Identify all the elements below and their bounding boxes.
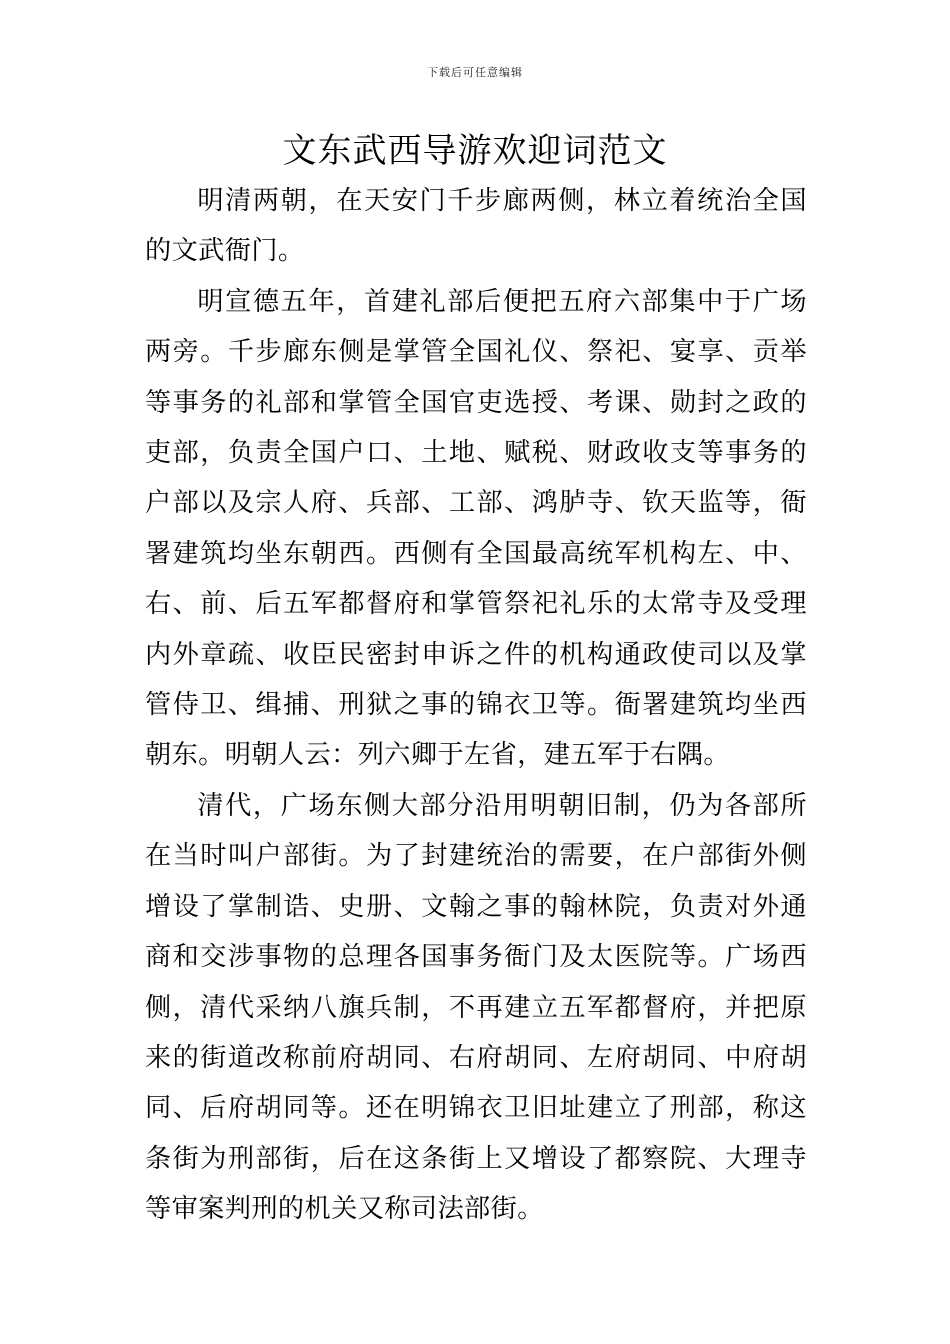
document-body [145, 176, 807, 1235]
paragraph-2: 明宣德五年，首建礼部后便把五府六部集中于广场两旁。千步廊东侧是掌管全国礼仪、祭祀、宴享、贡举等事务的礼部和掌管全国官吏选授、考课、勋封之政的吏部，负责全国户口、土地、赋税、财政收支等事务的户部以及宗人府、兵部、工部、鸿胪寺、钦天监等，衙署建筑均坐东朝西。西侧有全国最高统军机构左、中、右、前、后五军都督府和掌管祭祀礼乐的太常寺及受理内外章疏、收臣民密封申诉之件的机构通政使司以及掌管侍卫、缉捕、刑狱之事的锦衣卫等。衙署建筑均坐西朝东。明朝人云：列六卿于左省，建五军于右隅。 [145, 286, 807, 771]
header-note: 下载后可任意编辑 [427, 66, 523, 79]
paragraph-1: 明清两朝，在天安门千步廊两侧，林立着统治全国的文武衙门。 [145, 186, 807, 267]
paragraph-3: 清代，广场东侧大部分沿用明朝旧制，仍为各部所在当时叫户部街。为了封建统治的需要，在户部街外侧增设了掌制诰、史册、文翰之事的翰林院，负责对外通商和交涉事物的总理各国事务衙门及太医院等。广场西侧，清代采纳八旗兵制，不再建立五军都督府，并把原来的街道改称前府胡同、右府胡同、左府胡同、中府胡同、后府胡同等。还在明锦衣卫旧址建立了刑部，称这条街为刑部街，后在这条街上又增设了都察院、大理寺等审案判刑的机关又称司法部街。 [145, 790, 807, 1225]
page-title: 文东武西导游欢迎词范文 [282, 131, 668, 171]
